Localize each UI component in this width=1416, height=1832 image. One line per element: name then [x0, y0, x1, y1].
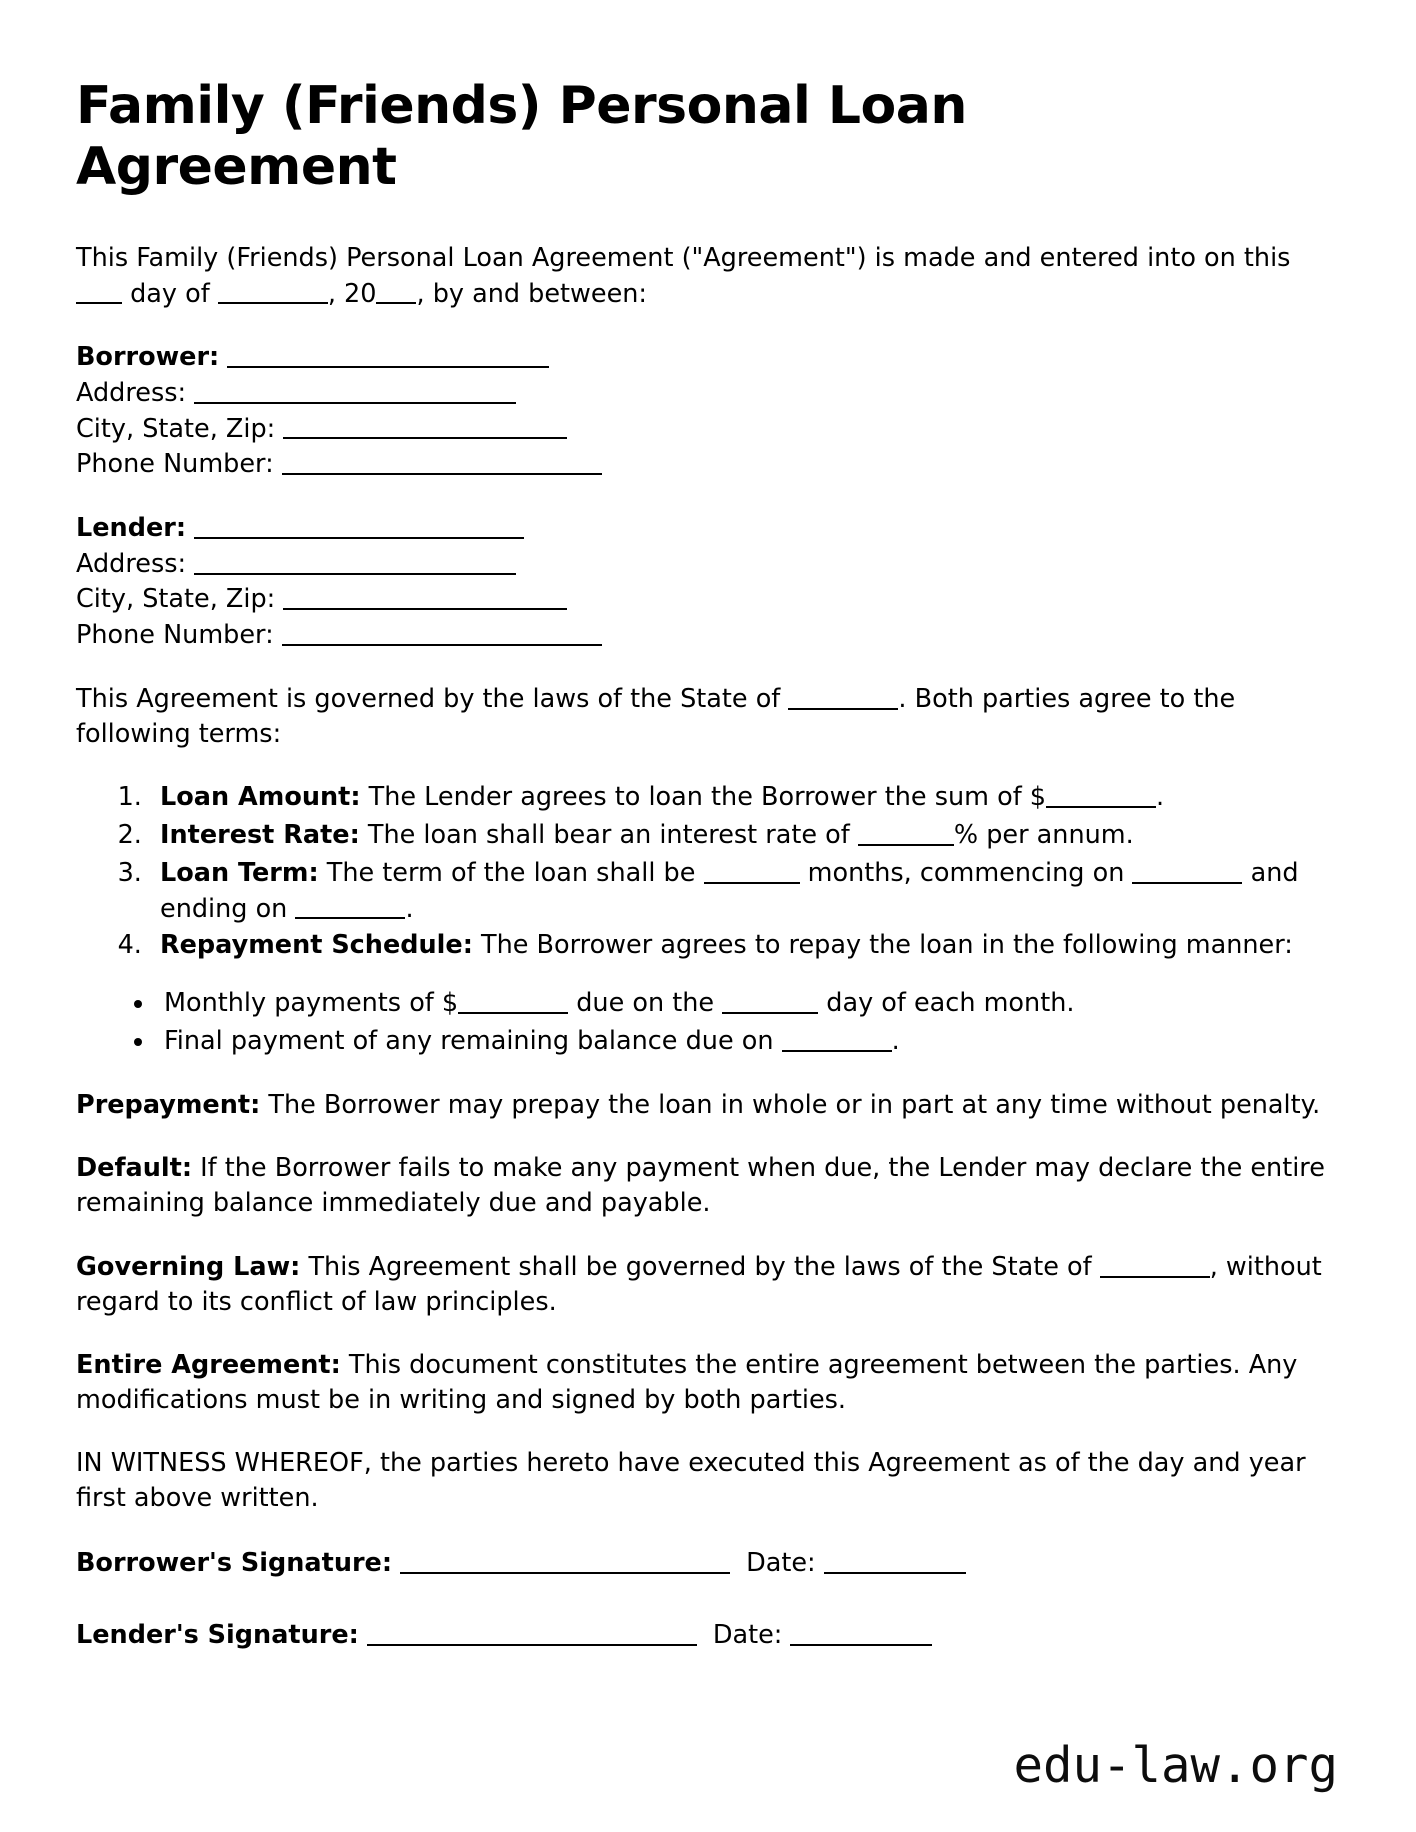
borrower-address-label: Address:	[76, 377, 187, 408]
lender-signature-label: Lender's Signature:	[76, 1619, 359, 1650]
lender-date-label: Date:	[712, 1619, 783, 1650]
blank-monthly-day[interactable]	[722, 985, 818, 1014]
borrower-address-row	[76, 375, 1330, 411]
clause-governing-law-text-after: , without regard to its conflict of law principles.	[76, 1252, 1322, 1317]
governing-intro-part1: This Agreement is governed by the laws of the State of	[76, 683, 789, 714]
borrower-phone-label: Phone Number:	[76, 449, 274, 480]
term-interest-rate-text: The loan shall bear an interest rate of	[359, 819, 858, 850]
term-interest-rate-text-after: % per annum.	[953, 819, 1134, 850]
blank-monthly-amount[interactable]	[458, 985, 568, 1014]
borrower-signature-line	[76, 1544, 1330, 1582]
lender-label: Lender:	[76, 512, 187, 543]
term-loan-term-label: Loan Term:	[160, 857, 319, 888]
blank-lender-address[interactable]	[194, 546, 516, 575]
term-interest-rate-label: Interest Rate:	[160, 819, 360, 850]
clause-entire-agreement-text: This document constitutes the entire agreement between the parties. Any modifications must be in writing and signed by both parties.	[76, 1349, 1298, 1415]
list-item	[156, 1023, 1330, 1059]
clause-prepayment-text: The Borrower may prepay the loan in whole or in part at any time without penalty.	[260, 1090, 1321, 1121]
term-loan-term-text-after: .	[405, 893, 414, 924]
bullet-final-part2: .	[891, 1025, 900, 1056]
borrower-phone-row	[76, 446, 1330, 482]
blank-borrower-city[interactable]	[283, 411, 567, 440]
blank-borrower-address[interactable]	[194, 375, 516, 404]
blank-borrower-name[interactable]	[227, 339, 549, 368]
blank-loan-amount[interactable]	[1046, 779, 1156, 808]
blank-governing-law-state[interactable]	[1100, 1249, 1210, 1278]
blank-loan-term-end[interactable]	[295, 891, 405, 920]
clause-entire-agreement-label: Entire Agreement:	[76, 1349, 341, 1380]
blank-lender-date[interactable]	[790, 1617, 932, 1646]
blank-lender-signature[interactable]	[367, 1617, 697, 1646]
lender-city-label: City, State, Zip:	[76, 584, 276, 615]
clause-entire-agreement	[76, 1348, 1330, 1418]
blank-lender-phone[interactable]	[282, 617, 602, 646]
governing-intro-part2: . Both parties agree to the following terms:	[76, 683, 1236, 749]
blank-final-payment-date[interactable]	[782, 1023, 892, 1052]
term-repayment-schedule-text: The Borrower agrees to repay the loan in the following manner:	[472, 930, 1293, 961]
borrower-signature-label: Borrower's Signature:	[76, 1547, 393, 1578]
borrower-label: Borrower:	[76, 342, 220, 373]
bullet-monthly-part3: day of each month.	[818, 987, 1075, 1018]
term-loan-term-text: The term of the loan shall be	[318, 857, 704, 888]
blank-month[interactable]	[218, 276, 328, 305]
page-title: Family (Friends) Personal Loan Agreement	[76, 76, 967, 198]
lender-address-row	[76, 546, 1330, 582]
witness-paragraph: IN WITNESS WHEREOF, the parties hereto have executed this Agreement as of the day and year first above written.	[76, 1447, 1306, 1513]
blank-day[interactable]	[76, 276, 122, 305]
clause-governing-law-label: Governing Law:	[76, 1252, 301, 1283]
blank-borrower-date[interactable]	[824, 1545, 966, 1574]
intro-text-part4: , by and between:	[416, 278, 648, 309]
bullet-monthly-part2: due on the	[568, 987, 723, 1018]
clause-default-text: If the Borrower fails to make any payment when due, the Lender may declare the entire remaining balance immediately due and payable.	[76, 1153, 1325, 1219]
term-loan-term	[150, 855, 1330, 926]
term-loan-amount-text-after: .	[1156, 782, 1165, 813]
clause-default	[76, 1151, 1330, 1221]
clause-prepayment-label: Prepayment:	[76, 1090, 261, 1121]
bullet-monthly-part1: Monthly payments of $	[164, 987, 459, 1018]
lender-phone-label: Phone Number:	[76, 619, 274, 650]
blank-borrower-phone[interactable]	[282, 446, 602, 475]
term-loan-term-text-mid: months, commencing on	[799, 857, 1133, 888]
intro-text-part2: day of	[122, 278, 218, 309]
blank-loan-term-start[interactable]	[1132, 855, 1242, 884]
clause-governing-law	[76, 1249, 1330, 1320]
term-loan-amount-label: Loan Amount:	[160, 782, 361, 813]
blank-year[interactable]	[376, 276, 416, 305]
borrower-city-label: City, State, Zip:	[76, 413, 276, 444]
schedule-bullets	[76, 985, 1330, 1058]
lender-name-row	[76, 510, 1330, 546]
lender-block	[76, 510, 1330, 653]
borrower-block	[76, 339, 1330, 482]
term-interest-rate	[150, 817, 1330, 853]
lender-phone-row	[76, 617, 1330, 653]
lender-city-row	[76, 581, 1330, 617]
intro-paragraph	[76, 241, 1330, 312]
term-loan-term-text-mid2: and ending on	[160, 857, 1299, 924]
list-item	[156, 985, 1330, 1021]
lender-address-label: Address:	[76, 548, 187, 579]
blank-borrower-signature[interactable]	[400, 1545, 730, 1574]
clause-default-label: Default:	[76, 1153, 193, 1184]
blank-loan-term-months[interactable]	[704, 855, 800, 884]
borrower-city-row	[76, 411, 1330, 447]
terms-list	[76, 779, 1330, 963]
site-watermark: edu-law.org	[1013, 1737, 1338, 1794]
clause-governing-law-text-before: This Agreement shall be governed by the laws of the State of	[300, 1252, 1100, 1283]
blank-lender-name[interactable]	[194, 510, 524, 539]
term-loan-amount	[150, 779, 1330, 815]
term-loan-amount-text: The Lender agrees to loan the Borrower the sum of $	[360, 782, 1047, 813]
clause-prepayment	[76, 1088, 1330, 1123]
blank-lender-city[interactable]	[283, 581, 567, 610]
term-repayment-schedule	[150, 928, 1330, 963]
governing-intro-paragraph	[76, 681, 1330, 752]
bullet-final-part1: Final payment of any remaining balance due on	[164, 1025, 782, 1056]
blank-interest-rate[interactable]	[858, 817, 954, 846]
intro-text-part3: , 20	[327, 278, 377, 309]
intro-text-part1: This Family (Friends) Personal Loan Agreement ("Agreement") is made and entered into on this	[76, 242, 1291, 273]
borrower-date-label: Date:	[746, 1547, 816, 1578]
blank-state-governing[interactable]	[788, 681, 898, 710]
lender-signature-line	[76, 1616, 1330, 1654]
borrower-name-row	[76, 339, 1330, 375]
term-repayment-schedule-label: Repayment Schedule:	[160, 930, 473, 961]
